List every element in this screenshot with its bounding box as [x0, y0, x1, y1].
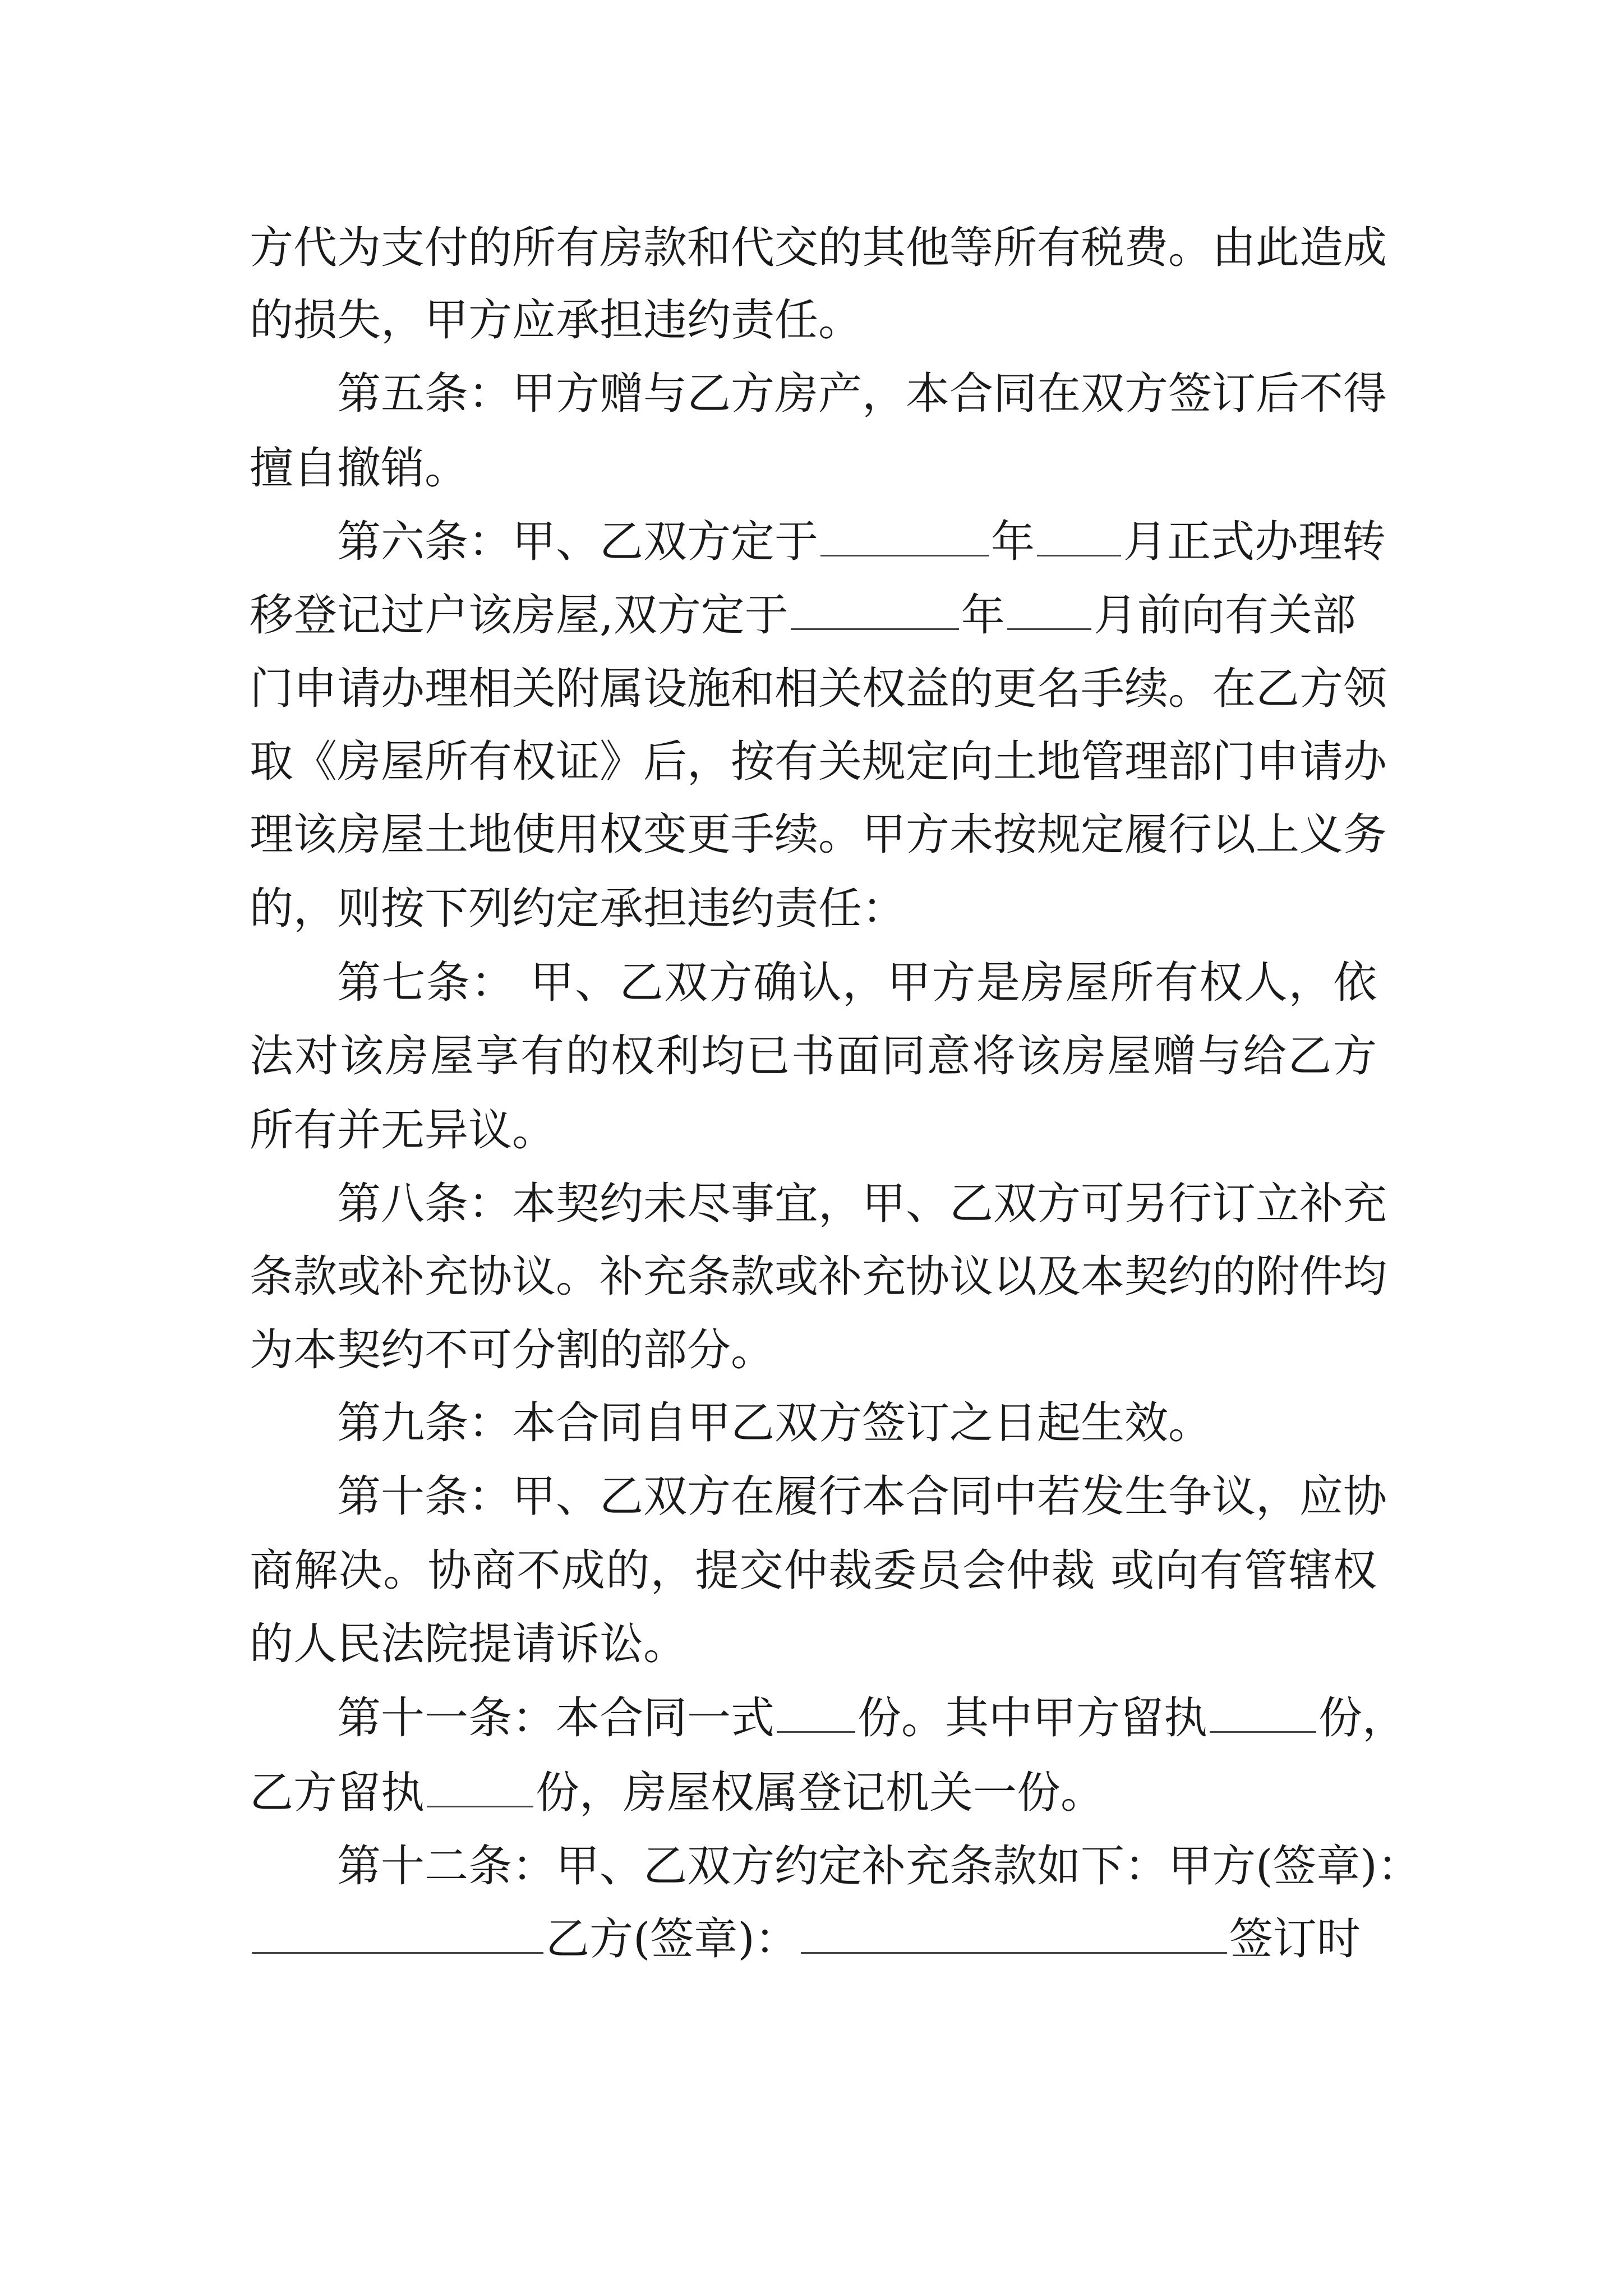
article-11-prefix: 第十一条：本合同一式	[337, 1693, 775, 1743]
text-line: 商解决。协商不成的，提交仲裁委员会仲裁 或向有管辖权	[250, 1545, 1377, 1596]
sign-time-label: 签订时	[1229, 1914, 1361, 1964]
text-line: 的，则按下列约定承担违约责任：	[250, 884, 906, 934]
year-blank	[791, 585, 959, 630]
party-b-copies-blank	[427, 1762, 533, 1807]
text-line: 所有并无异议。	[250, 1105, 556, 1156]
article-6-month-text: 月正式办理转	[1123, 517, 1386, 567]
party-b-keeps-text: 乙方留执	[250, 1768, 425, 1818]
month-text: 月前向有关部	[1093, 590, 1356, 641]
text-line	[250, 1759, 1377, 1826]
party-a-copies-blank	[1210, 1687, 1316, 1733]
party-b-signature-blank	[801, 1908, 1227, 1954]
article-7-line: 第七条： 甲、乙双方确认，甲方是房屋所有权人，依	[337, 958, 1377, 1008]
party-b-signature-label: 乙方(签章)：	[546, 1914, 799, 1964]
text-line: 条款或补充协议。补充条款或补充协议以及本契约的附件均	[250, 1251, 1387, 1302]
month-blank	[1007, 585, 1091, 630]
year-label: 年	[991, 517, 1035, 567]
signature-line	[250, 1906, 1377, 1973]
text-line: 门申请办理相关附属设施和相关权益的更名手续。在乙方领	[250, 664, 1387, 714]
party-a-signature-blank	[252, 1908, 543, 1954]
text-line: 取《房屋所有权证》后，按有关规定向土地管理部门申请办	[250, 737, 1387, 787]
article-6-prefix: 第六条：甲、乙双方定于	[337, 517, 819, 567]
month-blank	[1037, 511, 1121, 556]
article-12-line: 第十二条：甲、乙双方约定补充条款如下：甲方(签章)：	[337, 1841, 1421, 1892]
article-11-line	[337, 1685, 1407, 1752]
year-blank	[820, 511, 989, 556]
text-line: 的人民法院提请诉讼。	[250, 1619, 688, 1669]
copies-blank	[777, 1687, 855, 1733]
article-11-end: 份，	[1318, 1693, 1407, 1743]
year-label: 年	[961, 590, 1005, 641]
text-line: 的损失，甲方应承担违约责任。	[250, 295, 863, 346]
article-9-line: 第九条：本合同自甲乙双方签订之日起生效。	[337, 1398, 1212, 1448]
text-line: 擅自撤销。	[250, 443, 469, 494]
article-8-line: 第八条：本契约未尽事宜，甲、乙双方可另行订立补充	[337, 1179, 1387, 1229]
article-10-line: 第十条：甲、乙双方在履行本合同中若发生争议，应协	[337, 1471, 1387, 1522]
text-line: 为本契约不可分割的部分。	[250, 1325, 775, 1375]
text-line: 理该房屋土地使用权变更手续。甲方未按规定履行以上义务	[250, 809, 1387, 860]
registry-copy-text: 份，房屋权属登记机关一份。	[536, 1768, 1105, 1818]
article-11-mid: 份。其中甲方留执	[857, 1693, 1208, 1743]
text-line: 法对该房屋享有的权利均已书面同意将该房屋赠与给乙方	[250, 1031, 1377, 1082]
article-5-line: 第五条：甲方赠与乙方房产，本合同在双方签订后不得	[337, 369, 1387, 419]
transfer-text: 移登记过户该房屋,双方定于	[250, 590, 789, 641]
article-6-line	[337, 508, 1386, 576]
text-line: 方代为支付的所有房款和代交的其他等所有税费。由此造成	[250, 223, 1387, 273]
text-line	[250, 582, 1377, 649]
